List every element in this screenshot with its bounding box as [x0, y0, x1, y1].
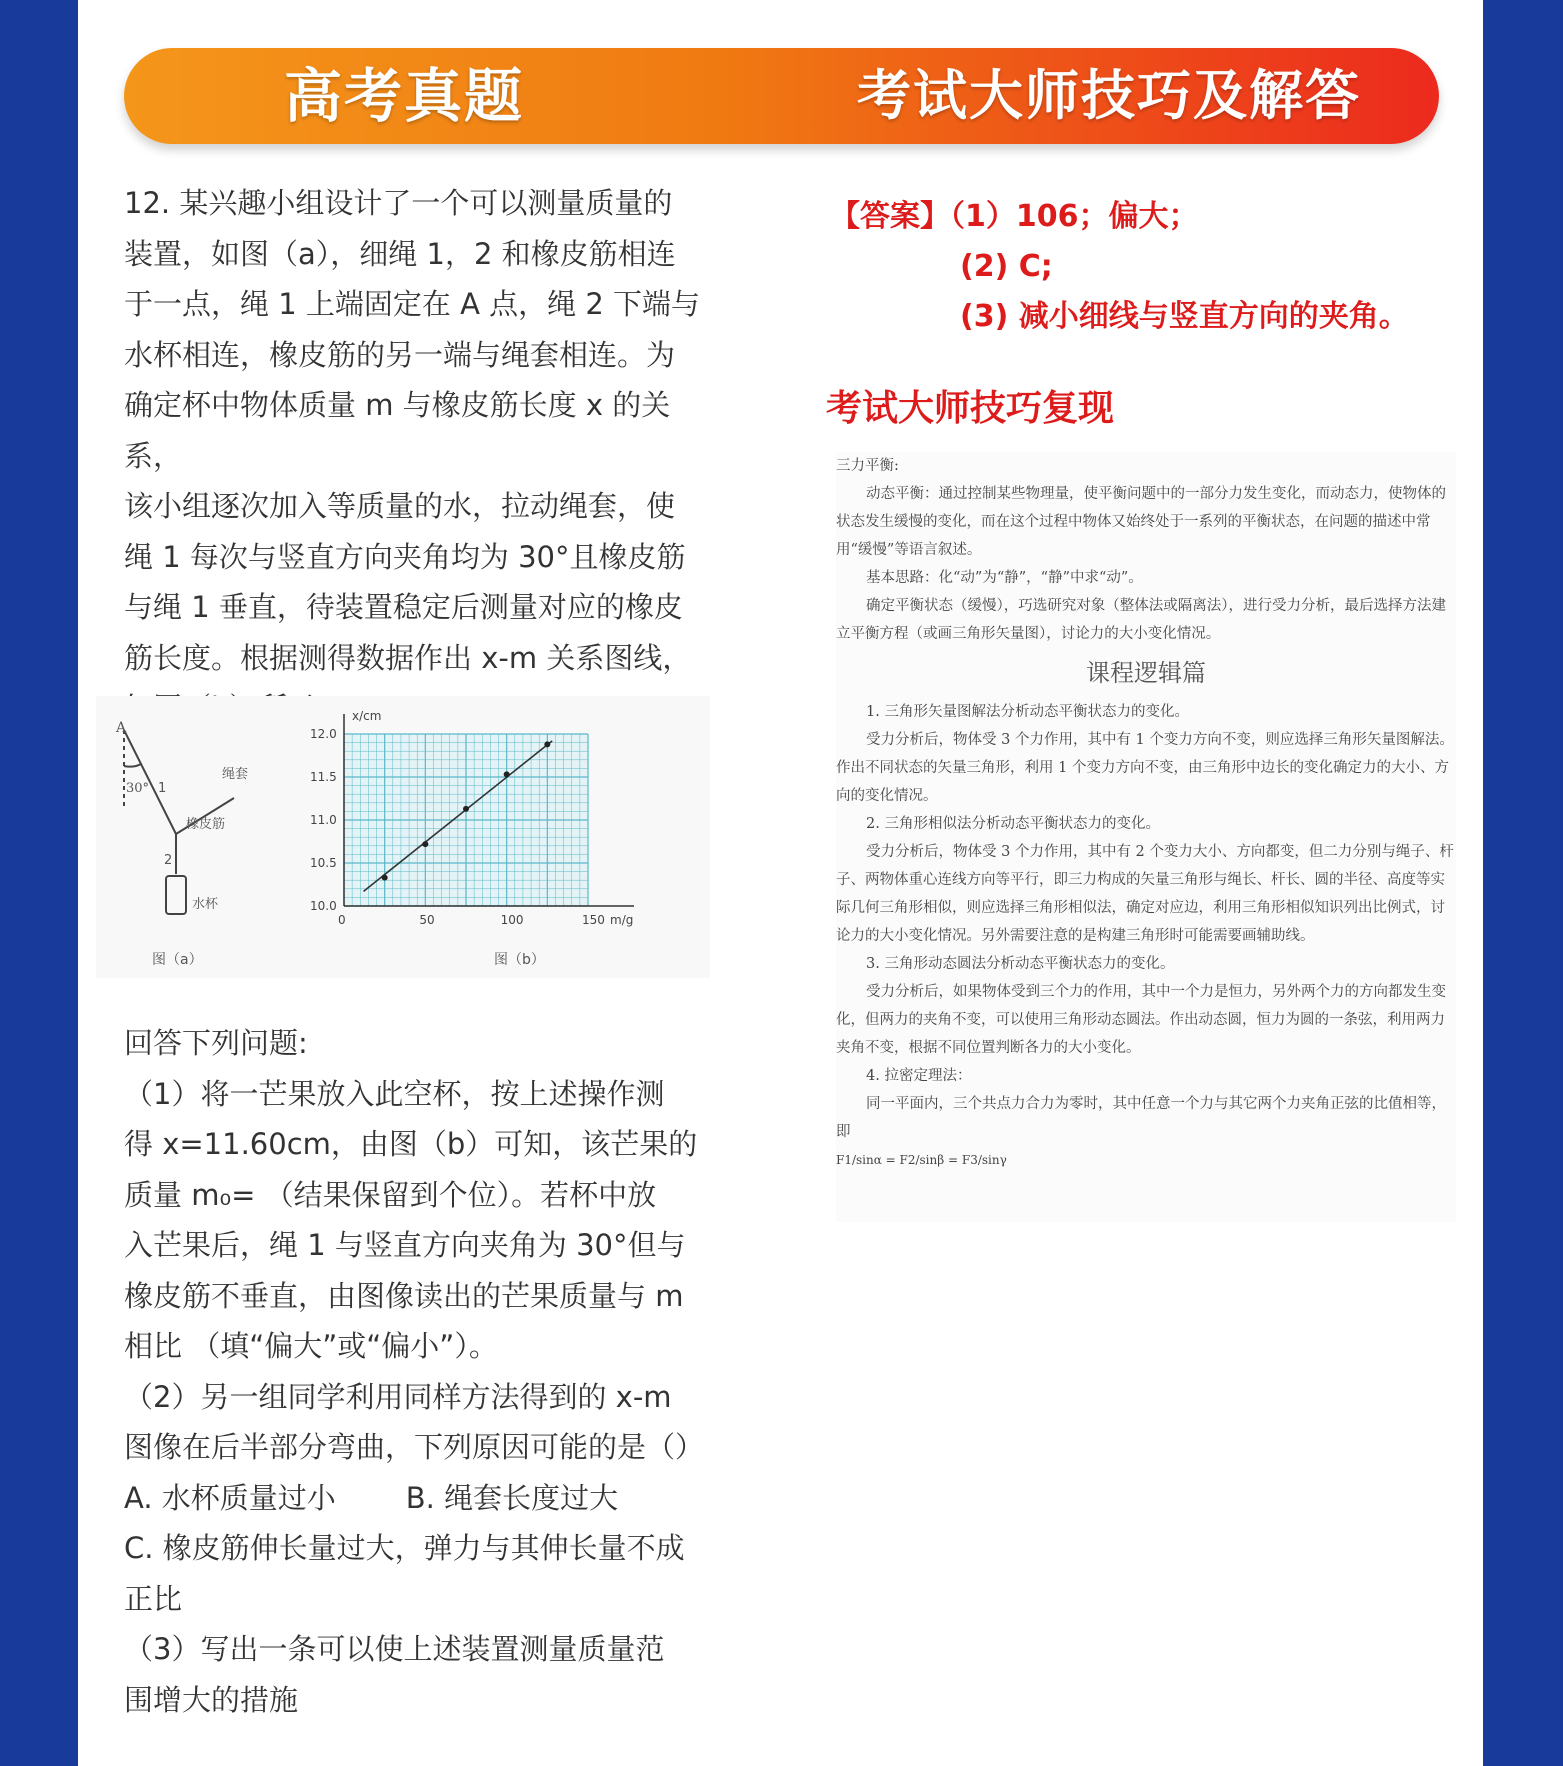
- chart-x-tick-label: 50: [419, 913, 435, 927]
- question-line: 筋长度。根据测得数据作出 x-m 关系图线，: [124, 640, 692, 675]
- figure-svg: [96, 696, 710, 978]
- scan-paragraph: 动态平衡：通过控制某些物理量，使平衡问题中的一部分力发生变化，而动态力，使物体的状态发生缓慢的变化，而在这个过程中物体又始终处于一系列的平衡状态，在问题的描述中常用“缓慢”等语言叙述。: [836, 486, 1446, 558]
- answer-line-1: [830, 192, 1409, 242]
- chart-data-point: [504, 771, 510, 777]
- question-line: 于一点，绳 1 上端固定在 A 点，绳 2 下端与: [124, 287, 701, 321]
- question-line: 装置，如图（a），细绳 1，2 和橡皮筋相连: [124, 236, 676, 271]
- chart-y-axis-label: x/cm: [352, 709, 382, 723]
- chart-x-tick-label: 100: [500, 913, 524, 927]
- question-line: 水杯相连，橡皮筋的另一端与绳套相连。为: [124, 337, 676, 372]
- scan-item-title: 4. 拉密定理法：: [866, 1068, 972, 1084]
- chart-b: [310, 709, 634, 927]
- options-line: [124, 1473, 724, 1524]
- answer-block: [830, 192, 1409, 342]
- figure-panel: [96, 696, 710, 978]
- chart-y-tick-label: 12.0: [310, 727, 337, 741]
- scan-paragraph: 基本思路：化“动”为“静”，“静”中求“动”。: [866, 570, 1143, 586]
- answer-line-3: (3) 减小细线与竖直方向的夹角。: [960, 299, 1409, 334]
- chart-y-tick-label: 10.5: [310, 856, 337, 870]
- chart-data-point: [544, 741, 550, 747]
- scan-item-title: 1. 三角形矢量图解法分析动态平衡状态力的变化。: [866, 704, 1189, 720]
- label-angle: 30°: [126, 781, 150, 796]
- scan-subheading: 课程逻辑篇: [1086, 659, 1206, 687]
- chart-y-tick-label: 11.5: [310, 770, 337, 784]
- label-rope-loop: 绳套: [222, 767, 249, 782]
- question-parts: [124, 1018, 724, 1725]
- scan-item-title: 2. 三角形相似法分析动态平衡状态力的变化。: [866, 816, 1160, 832]
- part2-line: （2）另一组同学利用同样方法得到的 x-m: [124, 1379, 672, 1414]
- part1-line: 橡皮筋不垂直，由图像读出的芒果质量与 m: [124, 1278, 684, 1313]
- scan-item-body: 同一平面内，三个共点力合力为零时，其中任意一个力与其它两个力夹角正弦的比值相等，即: [836, 1096, 1446, 1140]
- banner-left-title: 高考真题: [284, 62, 525, 130]
- question-line: 12. 某兴趣小组设计了一个可以测量质量的: [124, 186, 673, 220]
- part1-line: 相比 （填“偏大”或“偏小”）。: [124, 1329, 498, 1363]
- figure-a-caption: 图（a）: [152, 952, 203, 968]
- banner-right-title: 考试大师技巧及解答: [857, 64, 1361, 127]
- scan-item-title: 3. 三角形动态圆法分析动态平衡状态力的变化。: [866, 956, 1175, 972]
- part1-line: （1）将一芒果放入此空杯，按上述操作测: [124, 1076, 665, 1111]
- chart-data-point: [382, 875, 388, 881]
- part1-line: 质量 m₀= （结果保留到个位）。若杯中放: [124, 1177, 657, 1212]
- scan-formula: F1/sinα = F2/sinβ = F3/sinγ: [836, 1153, 1007, 1167]
- label-rubber-band: 橡皮筋: [186, 817, 226, 832]
- prompt-line: 回答下列问题:: [124, 1026, 308, 1060]
- question-line: 与绳 1 垂直，待装置稳定后测量对应的橡皮: [124, 590, 683, 624]
- chart-x-axis-label: m/g: [610, 913, 634, 927]
- scan-item-body: 受力分析后，如果物体受到三个力的作用，其中一个力是恒力，另外两个力的方向都发生变化，但两力的夹角不变，可以使用三角形动态圆法。作出动态圆，恒力为圆的一条弦，利用两力夹角不变，根据不同位置判断各力的大小变化。: [836, 984, 1446, 1056]
- scan-heading: 三力平衡:: [836, 458, 899, 474]
- label-rope-2: 2: [164, 853, 173, 868]
- part3-line: 围增大的措施: [124, 1682, 299, 1717]
- answer-label: 【答案】: [830, 199, 950, 234]
- chart-x-tick-label: 0: [338, 913, 346, 927]
- chart-data-point: [422, 841, 428, 847]
- chart-data-point: [463, 806, 469, 812]
- option-c-line: 正比: [124, 1581, 183, 1616]
- scan-item-body: 受力分析后，物体受 3 个力作用，其中有 1 个变力方向不变，则应选择三角形矢量图解法。作出不同状态的矢量三角形，利用 1 个变力方向不变，由三角形中边长的变化确定力的大小、方向的变化情况。: [836, 732, 1454, 804]
- answer-text-1: （1）106；偏大；: [950, 199, 1199, 234]
- part1-line: 得 x=11.60cm，由图（b）可知，该芒果的: [124, 1127, 698, 1161]
- skill-section-title: 考试大师技巧复现: [826, 388, 1115, 429]
- scan-item-body: 受力分析后，物体受 3 个力作用，其中有 2 个变力大小、方向都变，但二力分别与绳子、杆子、两物体重心连线方向等平行，即三力构成的矢量三角形与绳长、杆长、圆的半径、高度等实际几何三角形相似，则应选择三角形相似法，确定对应边，利用三角形相似知识列出比例式，讨论力的大小变化情况。另外需要注意的是构建三角形时可能需要画辅助线。: [836, 844, 1454, 944]
- part1-line: 入芒果后，绳 1 与竖直方向夹角为 30°但与: [124, 1228, 686, 1262]
- part3-line: （3）写出一条可以使上述装置测量质量范: [124, 1632, 665, 1666]
- answer-line-2: (2) C;: [960, 249, 1053, 284]
- chart-y-tick-label: 11.0: [310, 813, 337, 827]
- option-c-line: C. 橡皮筋伸长量过大，弹力与其伸长量不成: [124, 1531, 685, 1565]
- option-b: B. 绳套长度过大: [405, 1480, 619, 1515]
- header-banner: [124, 48, 1439, 144]
- skill-scan-text: [836, 452, 1456, 1222]
- chart-x-tick-label: 150: [582, 913, 605, 927]
- angle-arc: [124, 764, 141, 767]
- option-a: A. 水杯质量过小: [124, 1480, 336, 1515]
- chart-y-tick-label: 10.0: [310, 899, 337, 913]
- label-rope-1: 1: [158, 781, 167, 796]
- question-line: 该小组逐次加入等质量的水，拉动绳套，使: [124, 489, 676, 523]
- water-cup: [166, 876, 186, 914]
- scan-paragraph: 确定平衡状态（缓慢），巧选研究对象（整体法或隔离法），进行受力分析，最后选择方法建立平衡方程（或画三角形矢量图），讨论力的大小变化情况。: [836, 598, 1446, 642]
- question-line: 绳 1 每次与竖直方向夹角均为 30°且橡皮筋: [124, 539, 686, 574]
- question-stem: [124, 178, 724, 734]
- part2-line: 图像在后半部分弯曲，下列原因可能的是（）: [124, 1430, 705, 1464]
- label-a-point: A: [116, 720, 127, 736]
- label-cup: 水杯: [192, 897, 219, 912]
- question-line: 确定杯中物体质量 m 与橡皮筋长度 x 的关系，: [124, 388, 671, 473]
- figure-b-caption: 图（b）: [494, 952, 545, 968]
